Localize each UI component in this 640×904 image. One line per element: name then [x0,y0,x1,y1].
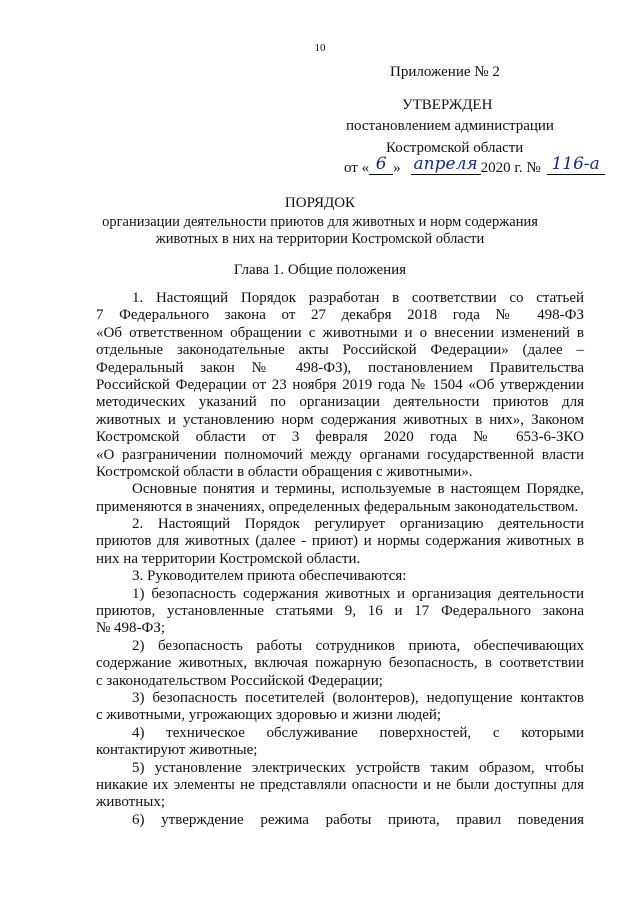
date-year-suffix: 2020 г. № [480,160,541,176]
body-line: 1) безопасность содержания животных и организация деятельности [132,585,584,602]
body-line: с животными, угрожающих здоровью и жизни людей; [96,707,442,724]
appendix-title: Приложение № 2 [390,64,500,80]
document-number-handwritten: 116-а [547,154,605,175]
body-line: 3) безопасность посетителей (волонтеров), недопущение контактов [132,689,584,706]
body-line: 1. Настоящий Порядок разработан в соответствии со статьей [132,290,584,306]
body-line: них на территории Костромской области. [96,550,361,567]
body-line: 4) техническое обслуживание поверхностей, с которыми [132,724,584,741]
body-line: контактируют животные; [96,742,258,759]
date-mid: » [393,160,401,176]
body-line: животных и установлению норм содержания животных в них», Законом [96,411,584,428]
body-line: № 498-ФЗ; [96,620,166,637]
body-line: никакие их элементы не представляли опасности и не были доступны для [96,776,584,793]
body-line: Федеральный закон № 498-ФЗ), постановлением Правительства [96,359,584,376]
date-month-handwritten: апреля [411,154,481,175]
date-prefix: от « [344,160,370,176]
body-line: Основные понятия и термины, используемые в настоящем Порядке, [132,481,584,498]
body-line: 3. Руководителем приюта обеспечиваются: [132,568,407,585]
approved-title: УТВЕРЖДЕН [402,97,493,113]
body-line: Костромской области в области обращения с животными». [96,463,473,480]
document-subtitle-line-2: животных в них на территории Костромской области [155,231,485,247]
date-day-handwritten: 6 [369,154,393,175]
body-line: применяются в значениях, определенных федеральным законодательством. [96,498,579,515]
body-line: «О разграничении полномочий между органами государственной власти [96,446,584,463]
approved-region-line: Костромской области [386,140,524,156]
chapter-heading: Глава 1. Общие положения [233,262,407,278]
body-line: 5) установление электрических устройств таким образом, чтобы [132,759,584,776]
body-line: 6) утверждение режима работы приюта, правил поведения [132,811,584,828]
body-line: 2. Настоящий Порядок регулирует организацию деятельности [132,516,584,533]
body-line: 7 Федерального закона от 27 декабря 2018 года № 498-ФЗ [96,307,584,324]
body-line: приютов, установленные статьями 9, 16 и 17 Федерального закона [96,603,584,620]
body-text [96,290,584,829]
page-number: 10 [314,42,326,54]
body-line: Российской Федерации от 23 ноября 2019 года № 1504 «Об утверждении [96,376,584,393]
body-line: с законодательством Российской Федерации; [96,672,383,689]
body-line: приютов для животных (далее - приют) и нормы содержания животных в [96,533,584,550]
approval-date-line [344,153,605,177]
body-line: животных; [96,794,166,811]
body-line: содержание животных, включая пожарную безопасность, в соответствии [96,655,584,672]
approved-by-line: постановлением администрации [346,118,554,134]
body-line: «Об ответственном обращении с животными и о внесении изменений в [96,324,584,341]
body-line: Костромской области от 3 февраля 2020 года № 653-6-ЗКО [96,429,584,446]
body-line: методических указаний по организации деятельности приютов для [96,394,584,411]
document-subtitle-line-1: организации деятельности приютов для животных и норм содержания [102,214,538,230]
body-line: отдельные законодательные акты Российской Федерации» (далее – [96,342,584,359]
body-line: 2) безопасность работы сотрудников приюта, обеспечивающих [132,637,584,654]
document-title: ПОРЯДОК [284,195,356,211]
